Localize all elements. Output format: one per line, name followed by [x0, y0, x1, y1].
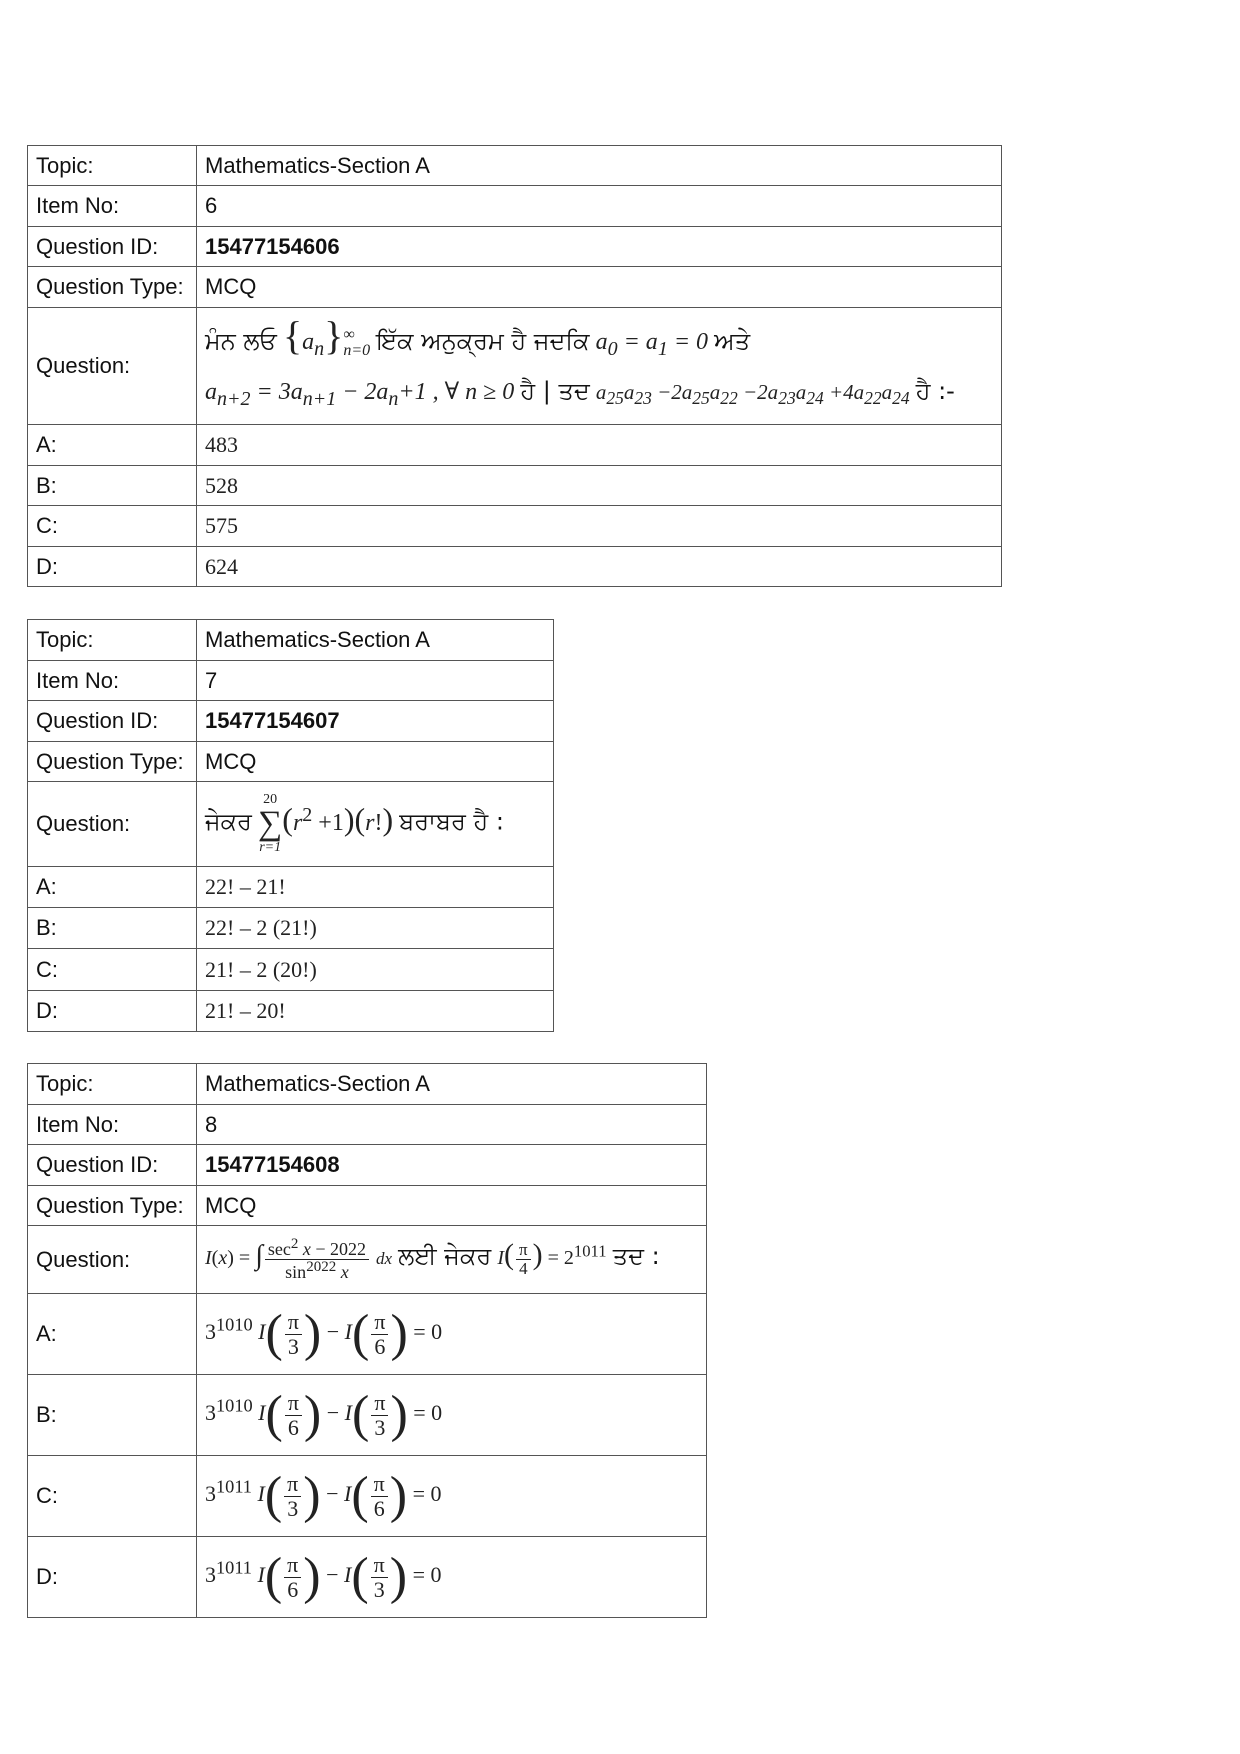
question-type-label: Question Type: — [28, 742, 197, 782]
topic-label: Topic: — [28, 146, 197, 186]
question-text-1: ਮੰਨ ਲਓ — [205, 327, 277, 355]
option-b-value: 528 — [197, 466, 1002, 506]
topic-value: Mathematics-Section A — [197, 1064, 707, 1105]
option-b-formula: $3^{1010}$ I( $\frac{\pi}{6}$ ) − I( $\frac{\pi}{3}$ ) = 0 — [197, 1375, 707, 1456]
item-no-value: 8 — [197, 1105, 707, 1145]
option-c-label: C: — [28, 949, 197, 991]
integral-formula: I(x) = ∫ $\frac{\sec^2 x - 2022}{\sin^{2022} x}$ dx — [205, 1236, 393, 1282]
question-id-value: 15477154608 — [197, 1145, 707, 1186]
option-d-value: 624 — [197, 547, 1002, 587]
option-c-label: C: — [28, 506, 197, 547]
question-id-value: 15477154607 — [197, 701, 554, 742]
option-b-value: 22! – 2 (21!) — [197, 908, 554, 949]
option-a-label: A: — [28, 425, 197, 466]
question-type-label: Question Type: — [28, 1186, 197, 1226]
question-content — [197, 308, 1002, 425]
question-text-2: ਇੱਕ ਅਨੁਕ੍ਰਮ ਹੈ ਜਦਕਿ — [376, 327, 590, 355]
topic-label: Topic: — [28, 620, 197, 661]
option-d-formula: $3^{1011}$ I( $\frac{\pi}{6}$ ) − I( $\frac{\pi}{3}$ ) = 0 — [197, 1537, 707, 1618]
question-label: Question: — [28, 782, 197, 867]
item-no-label: Item No: — [28, 1105, 197, 1145]
option-a-value: 22! – 21! — [197, 867, 554, 908]
topic-value: Mathematics-Section A — [197, 146, 1002, 186]
option-d-label: D: — [28, 547, 197, 587]
option-c-value: 575 — [197, 506, 1002, 547]
option-b-label: B: — [28, 466, 197, 506]
question-text-2: ਬਰਾਬਰ ਹੈ : — [399, 807, 504, 836]
option-a-label: A: — [28, 867, 197, 908]
question-type-value: MCQ — [197, 742, 554, 782]
option-c-formula: $3^{1011}$ I( $\frac{\pi}{3}$ ) − I( $\frac{\pi}{6}$ ) = 0 — [197, 1456, 707, 1537]
question-content — [197, 782, 554, 867]
recurrence-formula: $a_{n+2} = 3a_{n+1} - 2a_n+1$ , ∀ n ≥ 0 — [205, 379, 515, 410]
target-expression: $a_{25}a_{23} -2a_{25}a_{22} -2a_{23}a_{24} +4a_{22}a_{24}$ — [595, 380, 910, 409]
option-d-label: D: — [28, 991, 197, 1032]
question-id-label: Question ID: — [28, 701, 197, 742]
item-no-value: 6 — [197, 186, 1002, 227]
topic-value: Mathematics-Section A — [197, 620, 554, 661]
question-table-7 — [27, 619, 554, 1032]
question-table-6 — [27, 145, 1002, 587]
sequence-formula: $\{a_n\}$ ∞ n=0 — [282, 313, 371, 360]
option-a-formula: $3^{1010}$ I( $\frac{\pi}{3}$ ) − I( $\frac{\pi}{6}$ ) = 0 — [197, 1294, 707, 1375]
condition-formula: I( $\frac{\pi}{4}$ ) = $2^{1011}$ — [497, 1238, 607, 1278]
question-id-value: 15477154606 — [197, 227, 1002, 267]
question-id-label: Question ID: — [28, 1145, 197, 1186]
question-type-label: Question Type: — [28, 267, 197, 308]
topic-label: Topic: — [28, 1064, 197, 1105]
question-text-3: ਅਤੇ — [714, 327, 751, 355]
option-b-label: B: — [28, 908, 197, 949]
question-text-2: ਤਦ : — [612, 1242, 660, 1271]
option-a-label: A: — [28, 1294, 197, 1375]
option-b-label: B: — [28, 1375, 197, 1456]
question-type-value: MCQ — [197, 1186, 707, 1226]
question-text-1: ਜੇਕਰ — [205, 807, 252, 836]
question-label: Question: — [28, 1226, 197, 1294]
question-table-8 — [27, 1063, 707, 1618]
item-no-value: 7 — [197, 661, 554, 701]
question-content — [197, 1226, 707, 1294]
option-c-label: C: — [28, 1456, 197, 1537]
question-text-5: ਹੈ :- — [915, 377, 955, 405]
question-id-label: Question ID: — [28, 227, 197, 267]
question-label: Question: — [28, 308, 197, 425]
option-d-label: D: — [28, 1537, 197, 1618]
item-no-label: Item No: — [28, 661, 197, 701]
initial-condition: $a_0 = a_1 = 0$ — [595, 329, 709, 360]
summation-formula: 20 ∑ r=1 $(r^2 +1)(r!)$ — [258, 792, 394, 855]
option-c-value: 21! – 2 (20!) — [197, 949, 554, 991]
question-type-value: MCQ — [197, 267, 1002, 308]
item-no-label: Item No: — [28, 186, 197, 227]
question-text-4: ਹੈ | ਤਦ — [520, 377, 590, 405]
question-text-1: ਲਈ ਜੇਕਰ — [398, 1242, 492, 1271]
option-d-value: 21! – 20! — [197, 991, 554, 1032]
option-a-value: 483 — [197, 425, 1002, 466]
